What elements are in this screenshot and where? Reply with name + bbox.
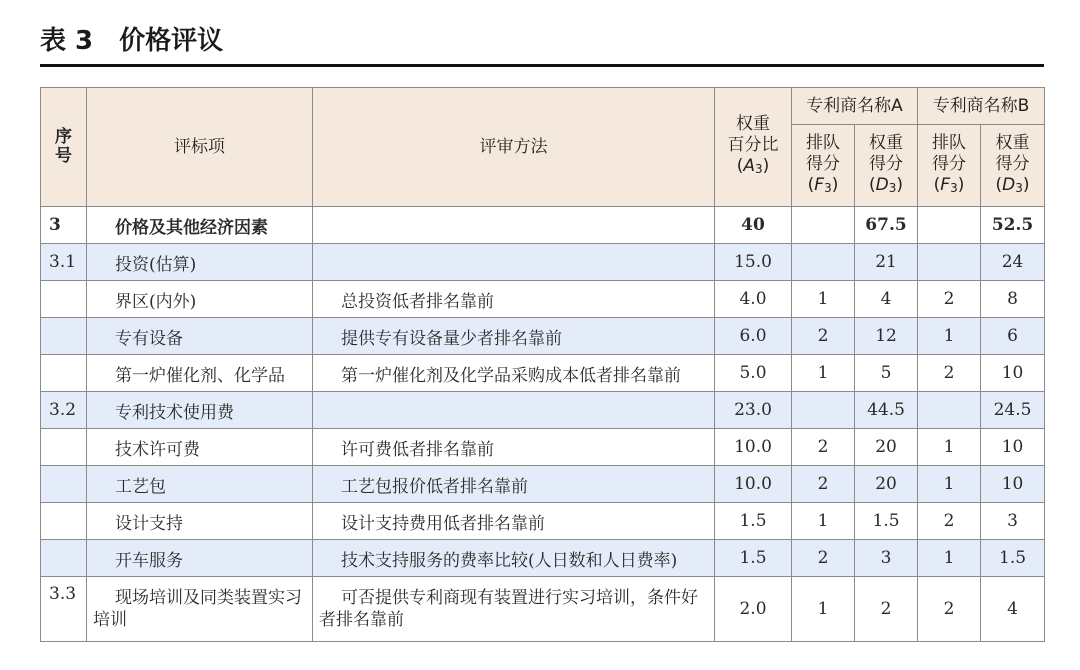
cell-b-score: 6 [981,318,1045,355]
cell-seq [41,540,87,577]
cell-seq [41,318,87,355]
cell-a-rank: 2 [792,540,855,577]
cell-item: 工艺包 [87,466,313,503]
cell-weight: 40 [715,207,792,244]
cell-item: 开车服务 [87,540,313,577]
cell-seq [41,429,87,466]
cell-b-rank: 2 [918,281,981,318]
cell-a-score: 20 [855,429,918,466]
header-method: 评审方法 [313,88,715,207]
cell-a-score: 2 [855,577,918,642]
table-row [41,207,1045,244]
cell-b-score: 10 [981,429,1045,466]
cell-weight: 15.0 [715,244,792,281]
header-b-rank-score: 排队 得分 (F3) [918,125,981,207]
header-weight: 权重 百分比 (A3) [715,88,792,207]
table-row [41,503,1045,540]
price-evaluation-table [40,87,1045,642]
header-a-weight-score: 权重 得分 (D3) [855,125,918,207]
table-row [41,244,1045,281]
cell-b-score: 10 [981,355,1045,392]
cell-b-score: 24.5 [981,392,1045,429]
cell-b-rank: 2 [918,355,981,392]
cell-a-score: 20 [855,466,918,503]
cell-seq [41,466,87,503]
cell-item: 投资(估算) [87,244,313,281]
cell-method [313,207,715,244]
cell-a-rank: 2 [792,466,855,503]
cell-seq: 3.2 [41,392,87,429]
header-vendor-b: 专利商名称B [918,88,1045,125]
cell-item: 界区(内外) [87,281,313,318]
header-a-rank-score: 排队 得分 (F3) [792,125,855,207]
cell-a-rank [792,244,855,281]
cell-item: 专利技术使用费 [87,392,313,429]
cell-item: 价格及其他经济因素 [87,207,313,244]
cell-a-score: 3 [855,540,918,577]
title-rule [40,64,1044,67]
cell-weight: 1.5 [715,503,792,540]
cell-b-rank: 1 [918,540,981,577]
header-b-weight-score: 权重 得分 (D3) [981,125,1045,207]
table-row [41,392,1045,429]
cell-weight: 5.0 [715,355,792,392]
table-number: 表 3 [40,25,94,56]
header-seq: 序 号 [41,88,87,207]
cell-a-score: 67.5 [855,207,918,244]
cell-seq: 3.1 [41,244,87,281]
cell-b-score: 10 [981,466,1045,503]
cell-b-score: 52.5 [981,207,1045,244]
cell-b-rank: 1 [918,466,981,503]
cell-b-rank: 2 [918,577,981,642]
cell-seq [41,355,87,392]
cell-method: 总投资低者排名靠前 [313,281,715,318]
cell-b-score: 3 [981,503,1045,540]
cell-a-score: 4 [855,281,918,318]
table-row [41,577,1045,642]
cell-a-rank: 1 [792,503,855,540]
cell-a-score: 44.5 [855,392,918,429]
cell-b-score: 24 [981,244,1045,281]
cell-method: 工艺包报价低者排名靠前 [313,466,715,503]
cell-item: 专有设备 [87,318,313,355]
cell-b-rank [918,244,981,281]
header-vendor-a: 专利商名称A [792,88,918,125]
cell-method: 许可费低者排名靠前 [313,429,715,466]
table-title [40,18,223,58]
cell-a-score: 12 [855,318,918,355]
cell-seq [41,281,87,318]
cell-a-rank: 2 [792,318,855,355]
cell-weight: 10.0 [715,466,792,503]
cell-seq [41,503,87,540]
cell-item: 设计支持 [87,503,313,540]
cell-b-rank [918,392,981,429]
cell-b-rank: 1 [918,429,981,466]
table-row [41,540,1045,577]
cell-a-score: 5 [855,355,918,392]
cell-a-score: 1.5 [855,503,918,540]
cell-item: 现场培训及同类装置实习培训 [87,577,313,642]
cell-b-score: 8 [981,281,1045,318]
table-caption: 价格评议 [119,25,224,56]
cell-a-rank: 1 [792,281,855,318]
table-row [41,281,1045,318]
cell-seq: 3.3 [41,577,87,642]
cell-seq: 3 [41,207,87,244]
header-item: 评标项 [87,88,313,207]
cell-method [313,244,715,281]
table-row [41,466,1045,503]
cell-a-rank [792,207,855,244]
cell-b-score: 1.5 [981,540,1045,577]
cell-method [313,392,715,429]
cell-method: 可否提供专利商现有装置进行实习培训，条件好者排名靠前 [313,577,715,642]
cell-item: 技术许可费 [87,429,313,466]
cell-method: 技术支持服务的费率比较(人日数和人日费率) [313,540,715,577]
cell-weight: 4.0 [715,281,792,318]
cell-a-score: 21 [855,244,918,281]
table-row [41,318,1045,355]
cell-method: 第一炉催化剂及化学品采购成本低者排名靠前 [313,355,715,392]
cell-a-rank: 1 [792,355,855,392]
cell-b-rank: 1 [918,318,981,355]
cell-a-rank: 2 [792,429,855,466]
cell-b-rank: 2 [918,503,981,540]
cell-weight: 2.0 [715,577,792,642]
cell-weight: 1.5 [715,540,792,577]
cell-weight: 10.0 [715,429,792,466]
table-row [41,355,1045,392]
cell-a-rank: 1 [792,577,855,642]
cell-method: 提供专有设备量少者排名靠前 [313,318,715,355]
cell-a-rank [792,392,855,429]
cell-method: 设计支持费用低者排名靠前 [313,503,715,540]
cell-item: 第一炉催化剂、化学品 [87,355,313,392]
cell-weight: 23.0 [715,392,792,429]
cell-b-rank [918,207,981,244]
cell-weight: 6.0 [715,318,792,355]
cell-b-score: 4 [981,577,1045,642]
table-row [41,429,1045,466]
